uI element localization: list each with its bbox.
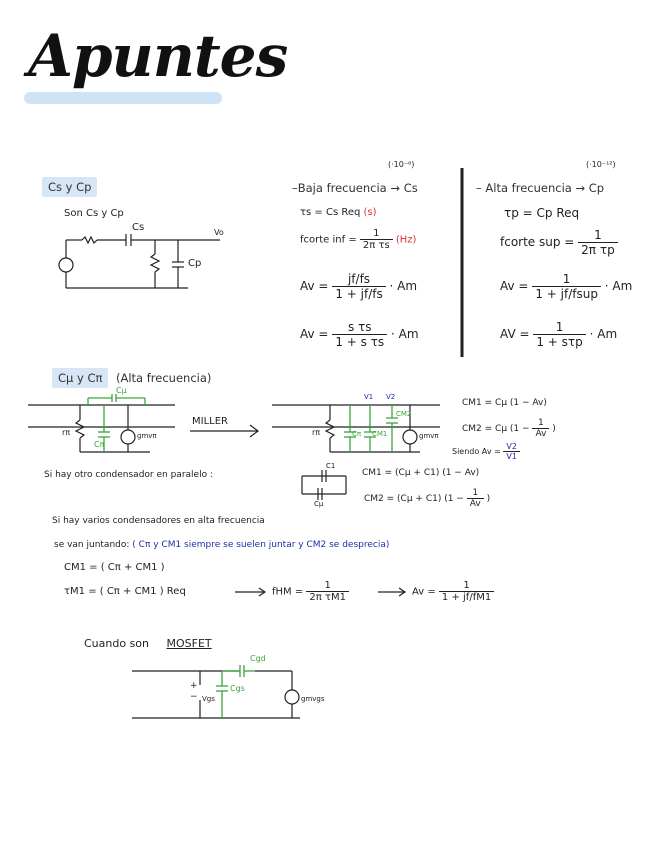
high-av1: Av = $\frac{1}{\text{1 + jf/fsup}}$ · Am — [500, 272, 633, 301]
section-chip-cmu-cpi: Cμ y Cπ — [52, 368, 108, 388]
parallel-note: Si hay otro condensador en paralelo : — [44, 470, 213, 480]
eq-f: fHM = $\frac{1}{\text{2π τM1}}$ — [272, 580, 349, 603]
cm2-label: CM2 — [396, 410, 412, 418]
cap-parallel-label: Cp — [188, 258, 202, 269]
parallel-cap-a: C1 — [326, 462, 336, 470]
section2-subtitle: (Alta frecuencia) — [116, 371, 212, 385]
plus-sign: + — [190, 681, 198, 691]
rpi-label-1: rπ — [62, 428, 71, 437]
gm-vgs-label: gmvgs — [301, 695, 325, 703]
minus-sign: − — [190, 692, 198, 702]
vgs-label: Vgs — [202, 695, 215, 703]
cgs-label: Cgs — [230, 684, 245, 693]
cgd-label: Cgd — [250, 654, 266, 663]
low-tau: τs = Cs Req (s) — [300, 207, 377, 218]
cm1-label: CM1 — [372, 430, 388, 438]
eq-cm1-sum: CM1 = ( Cπ + CM1 ) — [64, 562, 165, 573]
high-scale: (·10⁻¹²) — [586, 160, 616, 169]
high-tau: τp = Cp Req — [504, 206, 580, 220]
cpi-label-1: Cπ — [94, 440, 105, 449]
eq-tau: τM1 = ( Cπ + CM1 ) Req — [64, 586, 186, 597]
parallel-cap-b: Cμ — [314, 500, 324, 508]
v1-label: V1 — [364, 393, 374, 401]
miller-label: MILLER — [192, 416, 228, 427]
v2-label: V2 — [386, 393, 396, 401]
out-node-label: Vo — [214, 228, 224, 237]
section-chip-cs-cp: Cs y Cp — [42, 177, 97, 197]
cpi-label-2: Cπ — [352, 430, 362, 438]
eq-par2: CM2 = (Cμ + C1) (1 − $\frac{1}{Av}$ ) — [364, 488, 491, 509]
low-av2: Av = $\frac{\text{s τs}}{\text{1 + s τs}}$ · Am — [300, 320, 419, 349]
page-title: Apuntes — [28, 22, 288, 90]
section1-note: Son Cs y Cp — [64, 208, 124, 219]
juntando-note: se van juntando: ( Cπ y CM1 siempre se suelen juntar y CM2 se desprecia) — [54, 540, 390, 550]
eq-av-final: Av = $\frac{1}{1 + jf/fM1}$ — [412, 580, 494, 603]
low-av1: Av = $\frac{jf/fs}{1 + jf/fs}$ · Am — [300, 272, 418, 301]
low-scale: (·10⁻⁶) — [388, 160, 415, 169]
gm-label-2: gmvπ — [419, 432, 439, 440]
eq-siendo: Siendo Av = $\frac{V2}{V1}$ — [452, 442, 520, 461]
rpi-label-2: rπ — [312, 428, 321, 437]
eq-par1: CM1 = (Cμ + C1) (1 − Av) — [362, 468, 480, 478]
gm-label-1: gmvπ — [137, 432, 157, 440]
high-fc: fcorte sup = $\frac{1}{\text{2π τp}}$ — [500, 228, 618, 257]
low-fc: fcorte inf = $\frac{1}{\text{2π τs}}$ (Hz) — [300, 228, 417, 251]
cap-series-label: Cs — [132, 222, 145, 233]
eq-cm2: CM2 = Cμ (1 − $\frac{1}{Av}$ ) — [462, 418, 556, 439]
low-title: –Baja frecuencia → Cs — [292, 181, 418, 195]
high-av2: AV = $\frac{1}{\text{1 + sτp}}$ · Am — [500, 320, 618, 349]
varios-note: Si hay varios condensadores en alta frecuencia — [52, 516, 265, 526]
cmu-label: Cμ — [116, 386, 127, 395]
high-title: – Alta frecuencia → Cp — [476, 181, 605, 195]
mosfet-intro: Cuando son MOSFET — [84, 637, 212, 650]
eq-cm1: CM1 = Cμ (1 − Av) — [462, 398, 547, 408]
